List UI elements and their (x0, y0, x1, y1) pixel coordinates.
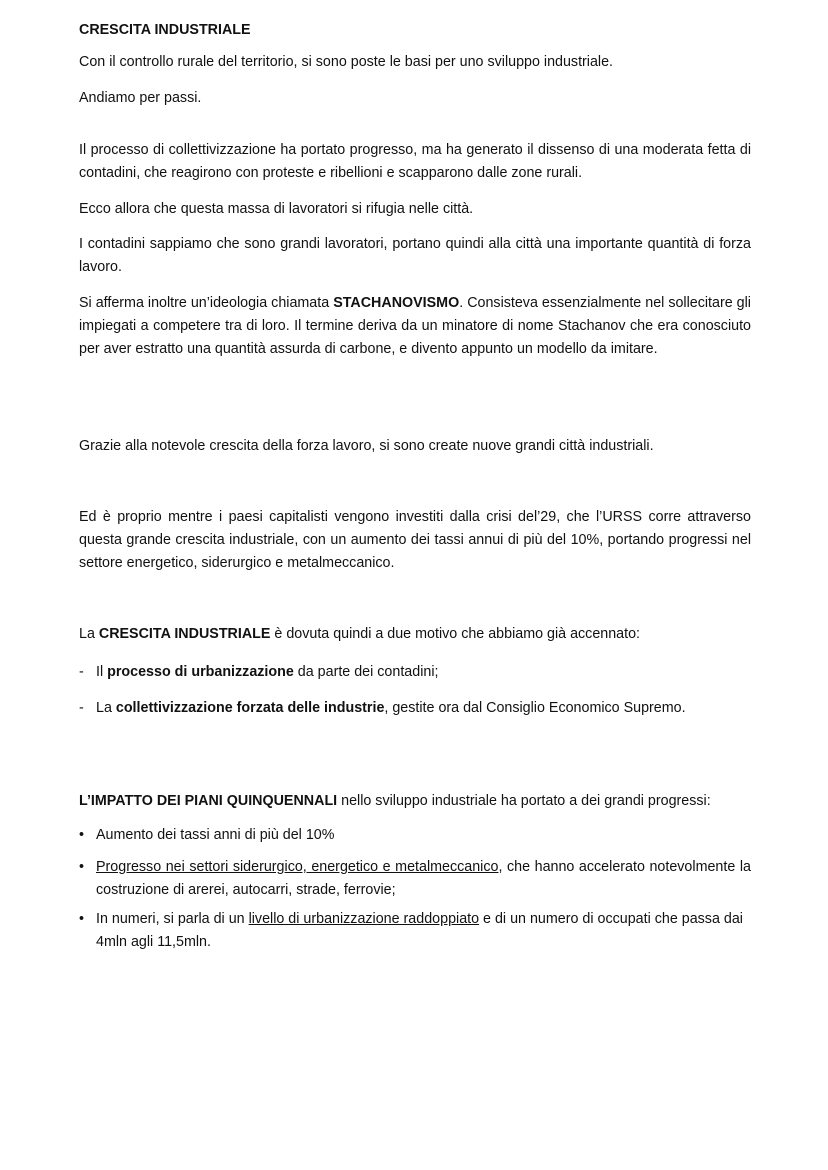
stachanovism-term: STACHANOVISMO (333, 295, 460, 311)
bullet-marker: • (79, 859, 85, 875)
paragraph-workers-cities: Ecco allora che questa massa di lavoratori si rifugia nelle città. (79, 201, 474, 217)
paragraph-crisis-29: Ed è proprio mentre i paesi capitalisti vengono investiti dalla crisi del’29, che l’URSS corre attraverso questa grande crescita industriale, con un aumento dei tassi annui di più del 10%, portando progressi nel settore energetico, siderurgico e metalmeccanico. (79, 509, 751, 571)
dash-item-collectivization: - La collettivizzazione forzata delle industrie, gestite ora dal Consiglio Economico Supremo. (79, 697, 751, 720)
bullet-item-rates: • Aumento dei tassi anni di più del 10% (79, 824, 751, 847)
paragraph-intro: Con il controllo rurale del territorio, si sono poste le basi per uno sviluppo industriale. (79, 54, 614, 70)
page-title: CRESCITA INDUSTRIALE (79, 22, 251, 38)
bullet-item-numbers: • In numeri, si parla di un livello di urbanizzazione raddoppiato e di un numero di occupati che passa dai 4mln agli 11,5mln. (79, 908, 751, 954)
dash-item-urbanization: - Il processo di urbanizzazione da parte dei contadini; (79, 661, 751, 684)
paragraph-stachanovism: Si afferma inoltre un’ideologia chiamata STACHANOVISMO. Consisteva essenzialmente nel sollecitare gli impiegati a competere tra di loro. Il termine deriva da un minatore di nome Stachanov che era conosciuto per aver estratto una quantità assurda di carbone, e divento appunto un modello da imitare. (79, 295, 751, 357)
paragraph-collectivization: Il processo di collettivizzazione ha portato progresso, ma ha generato il dissenso di una moderata fetta di contadini, che reagirono con proteste e ribellioni e scapparono dalle zone rurali. (79, 142, 751, 181)
paragraph-two-reasons: La CRESCITA INDUSTRIALE è dovuta quindi a due motivo che abbiamo già accennato: (79, 626, 641, 642)
dash-marker: - (79, 700, 84, 716)
paragraph-peasants: I contadini sappiamo che sono grandi lavoratori, portano quindi alla città una importante quantità di forza lavoro. (79, 236, 751, 275)
paragraph-new-cities: Grazie alla notevole crescita della forza lavoro, si sono create nuove grandi città industriali. (79, 438, 654, 454)
bullet-marker: • (79, 827, 85, 843)
dash-marker: - (79, 664, 84, 680)
bullet-marker: • (79, 911, 85, 927)
paragraph-five-year-plans: L’IMPATTO DEI PIANI QUINQUENNALI nello sviluppo industriale ha portato a dei grandi progressi: (79, 793, 711, 809)
paragraph-steps: Andiamo per passi. (79, 90, 202, 106)
bullet-item-sectors: • Progresso nei settori siderurgico, energetico e metalmeccanico, che hanno accelerato notevolmente la costruzione di arerei, autocarri, strade, ferrovie; (79, 856, 751, 902)
